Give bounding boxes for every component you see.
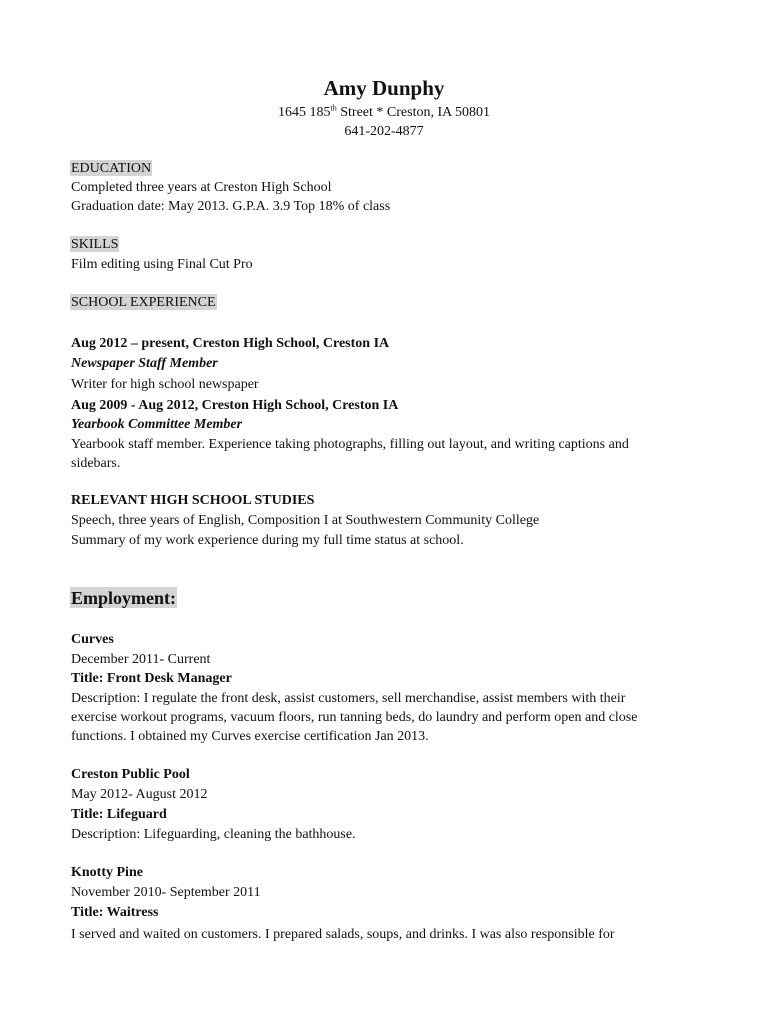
job-title: Title: Front Desk Manager	[71, 671, 232, 686]
job-dates: December 2011- Current	[71, 652, 211, 667]
phone-line: 641-202-4877	[344, 124, 424, 139]
job-description: exercise workout programs, vacuum floors, run tanning beds, do laundry and perform open and close	[71, 710, 638, 725]
school-entry-description: Writer for high school newspaper	[71, 377, 259, 392]
address-number: 1645 185	[278, 105, 331, 120]
job-employer: Curves	[71, 632, 114, 647]
studies-heading: RELEVANT HIGH SCHOOL STUDIES	[71, 493, 315, 508]
school-experience-heading: SCHOOL EXPERIENCE	[71, 295, 216, 310]
skills-line-1: Film editing using Final Cut Pro	[71, 257, 253, 272]
skills-heading: SKILLS	[71, 237, 119, 252]
employment-heading: Employment:	[71, 588, 176, 608]
school-entry-dates: Aug 2012 – present, Creston High School, Creston IA	[71, 336, 390, 351]
studies-line-1: Speech, three years of English, Composition I at Southwestern Community College	[71, 513, 540, 528]
school-experience-section	[71, 294, 217, 312]
school-entry-dates: Aug 2009 - Aug 2012, Creston High School, Creston IA	[71, 398, 399, 413]
resume-name: Amy Dunphy	[323, 76, 445, 100]
job-title: Title: Lifeguard	[71, 807, 167, 822]
job-description: functions. I obtained my Curves exercise certification Jan 2013.	[71, 729, 429, 744]
employment-section	[71, 587, 177, 609]
address-superscript: th	[330, 103, 337, 113]
studies-line-2: Summary of my work experience during my full time status at school.	[71, 533, 464, 548]
job-dates: November 2010- September 2011	[71, 885, 261, 900]
job-description: Description: I regulate the front desk, assist customers, sell merchandise, assist members with their	[71, 691, 626, 706]
job-title: Title: Waitress	[71, 905, 159, 920]
address-rest: Street * Creston, IA 50801	[336, 105, 490, 120]
education-section	[71, 160, 152, 178]
job-description: Description: Lifeguarding, cleaning the bathhouse.	[71, 827, 356, 842]
address-line	[0, 104, 768, 122]
education-line-1: Completed three years at Creston High School	[71, 180, 332, 195]
job-description: I served and waited on customers. I prepared salads, soups, and drinks. I was also responsible for	[71, 927, 615, 942]
job-employer: Knotty Pine	[71, 865, 143, 880]
education-heading: EDUCATION	[71, 161, 152, 176]
school-entry-role: Newspaper Staff Member	[71, 356, 218, 371]
school-entry-description: sidebars.	[71, 456, 121, 471]
school-entry-description: Yearbook staff member. Experience taking photographs, filling out layout, and writing captions and	[71, 437, 629, 452]
job-dates: May 2012- August 2012	[71, 787, 208, 802]
skills-section	[71, 236, 119, 254]
education-line-2: Graduation date: May 2013. G.P.A. 3.9 Top 18% of class	[71, 199, 391, 214]
job-employer: Creston Public Pool	[71, 767, 190, 782]
school-entry-role: Yearbook Committee Member	[71, 417, 243, 432]
